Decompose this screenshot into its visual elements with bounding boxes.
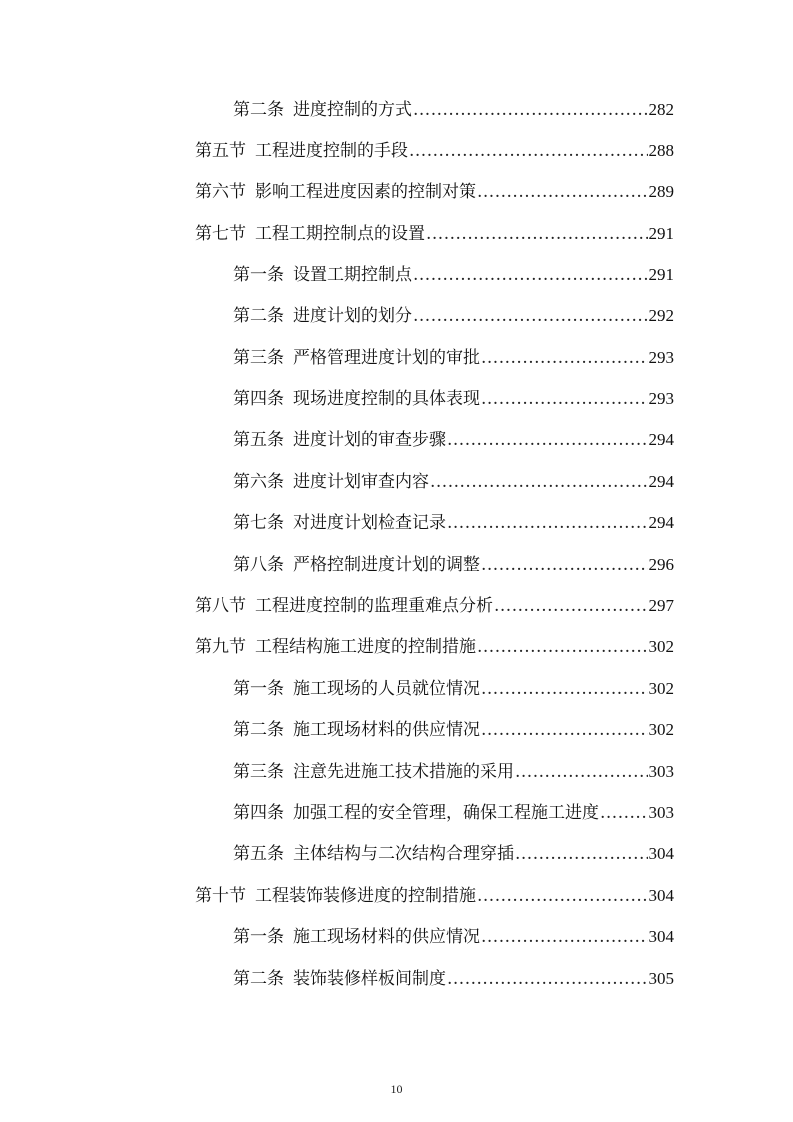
toc-dot-leader — [481, 710, 648, 750]
toc-entry-page: 302 — [648, 637, 674, 656]
toc-entry-title: 注意先进施工技术措施的采用 — [293, 762, 514, 782]
toc-entry[interactable] — [233, 793, 674, 833]
toc-dot-leader — [477, 876, 648, 916]
toc-entry-prefix: 第一条 — [233, 679, 284, 699]
toc-entry-prefix: 第二条 — [233, 100, 284, 120]
page-number: 10 — [390, 1082, 403, 1096]
toc-entry-page: 303 — [648, 762, 674, 781]
toc-dot-leader — [481, 545, 648, 585]
toc-entry[interactable] — [233, 379, 674, 419]
toc-entry-title: 工程装饰装修进度的控制措施 — [255, 886, 476, 906]
toc-entry-title: 对进度计划检查记录 — [293, 513, 446, 533]
toc-entry-prefix: 第三条 — [233, 348, 284, 368]
toc-entry-page: 303 — [648, 803, 674, 822]
toc-entry-title: 施工现场材料的供应情况 — [293, 927, 480, 947]
toc-entry-page: 291 — [648, 265, 674, 284]
toc-entry-title: 严格管理进度计划的审批 — [293, 348, 480, 368]
toc-entry-prefix: 第八条 — [233, 555, 284, 575]
toc-entry-title: 加强工程的安全管理，确保工程施工进度 — [293, 803, 599, 823]
toc-entry[interactable] — [195, 172, 674, 212]
toc-entry-prefix: 第五节 — [195, 141, 246, 161]
toc-entry[interactable] — [195, 876, 674, 916]
toc-entry-prefix: 第二条 — [233, 720, 284, 740]
toc-entry[interactable] — [195, 627, 674, 667]
toc-entry-title: 工程进度控制的监理重难点分析 — [255, 596, 493, 616]
toc-dot-leader — [447, 420, 648, 460]
toc-entry-page: 305 — [648, 969, 674, 988]
toc-dot-leader — [481, 669, 648, 709]
toc-entry-prefix: 第七节 — [195, 224, 246, 244]
toc-entry-page: 294 — [648, 472, 674, 491]
toc-entry-page: 302 — [648, 679, 674, 698]
toc-entry-prefix: 第八节 — [195, 596, 246, 616]
toc-entry-title: 影响工程进度因素的控制对策 — [255, 182, 476, 202]
toc-dot-leader — [426, 214, 648, 254]
toc-entry-page: 292 — [648, 306, 674, 325]
toc-dot-leader — [515, 834, 648, 874]
toc-entry[interactable] — [233, 545, 674, 585]
toc-entry-prefix: 第十节 — [195, 886, 246, 906]
toc-entry-prefix: 第六条 — [233, 472, 284, 492]
toc-entry-prefix: 第七条 — [233, 513, 284, 533]
toc-entry-page: 302 — [648, 720, 674, 739]
toc-entry[interactable] — [233, 669, 674, 709]
toc-dot-leader — [413, 90, 648, 130]
toc-entry-title: 设置工期控制点 — [293, 265, 412, 285]
toc-entry-prefix: 第四条 — [233, 389, 284, 409]
toc-entry[interactable] — [233, 420, 674, 460]
toc-entry[interactable] — [233, 503, 674, 543]
toc-entry[interactable] — [233, 917, 674, 957]
toc-entry-page: 289 — [648, 182, 674, 201]
toc-entry-title: 进度计划的审查步骤 — [293, 430, 446, 450]
toc-entry-prefix: 第五条 — [233, 844, 284, 864]
toc-entry-title: 工程工期控制点的设置 — [255, 224, 425, 244]
toc-entry[interactable] — [195, 586, 674, 626]
toc-entry-title: 进度控制的方式 — [293, 100, 412, 120]
toc-entry-prefix: 第三条 — [233, 762, 284, 782]
toc-entry[interactable] — [233, 90, 674, 130]
toc-entry-prefix: 第二条 — [233, 969, 284, 989]
toc-entry-page: 282 — [648, 100, 674, 119]
toc-entry-page: 304 — [648, 886, 674, 905]
toc-entry-page: 297 — [648, 596, 674, 615]
toc-entry-prefix: 第五条 — [233, 430, 284, 450]
toc-entry[interactable] — [233, 462, 674, 502]
toc-entry-page: 304 — [648, 844, 674, 863]
toc-dot-leader — [413, 296, 648, 336]
toc-entry[interactable] — [233, 834, 674, 874]
toc-entry[interactable] — [195, 131, 674, 171]
toc-entry-page: 294 — [648, 513, 674, 532]
toc-entry[interactable] — [195, 214, 674, 254]
toc-entry-page: 296 — [648, 555, 674, 574]
toc-entry-prefix: 第二条 — [233, 306, 284, 326]
toc-entry-prefix: 第一条 — [233, 265, 284, 285]
toc-entry-title: 施工现场材料的供应情况 — [293, 720, 480, 740]
toc-entry-page: 293 — [648, 348, 674, 367]
toc-entry[interactable] — [233, 752, 674, 792]
toc-entry-page: 291 — [648, 224, 674, 243]
toc-dot-leader — [477, 172, 648, 212]
toc-dot-leader — [447, 503, 648, 543]
toc-entry-prefix: 第九节 — [195, 637, 246, 657]
toc-entry-title: 现场进度控制的具体表现 — [293, 389, 480, 409]
toc-entry[interactable] — [233, 255, 674, 295]
toc-dot-leader — [494, 586, 648, 626]
toc-entry-prefix: 第一条 — [233, 927, 284, 947]
toc-entry-page: 294 — [648, 430, 674, 449]
toc-dot-leader — [413, 255, 648, 295]
toc-entry-page: 288 — [648, 141, 674, 160]
toc-entry-title: 进度计划审查内容 — [293, 472, 429, 492]
toc-entry-title: 进度计划的划分 — [293, 306, 412, 326]
toc-entry[interactable] — [233, 296, 674, 336]
toc-entry-title: 装饰装修样板间制度 — [293, 969, 446, 989]
toc-dot-leader — [481, 917, 648, 957]
toc-entry[interactable] — [233, 338, 674, 378]
toc-dot-leader — [515, 752, 648, 792]
toc-entry[interactable] — [233, 959, 674, 999]
toc-entry-title: 主体结构与二次结构合理穿插 — [293, 844, 514, 864]
toc-entry-prefix: 第四条 — [233, 803, 284, 823]
toc-entry-page: 293 — [648, 389, 674, 408]
toc-entry-title: 严格控制进度计划的调整 — [293, 555, 480, 575]
toc-entry-prefix: 第六节 — [195, 182, 246, 202]
toc-dot-leader — [481, 379, 648, 419]
toc-dot-leader — [477, 627, 648, 667]
toc-dot-leader — [409, 131, 648, 171]
toc-entry-page: 304 — [648, 927, 674, 946]
toc-entry-title: 工程结构施工进度的控制措施 — [255, 637, 476, 657]
toc-dot-leader — [430, 462, 648, 502]
toc-entry[interactable] — [233, 710, 674, 750]
toc-dot-leader — [600, 793, 648, 833]
toc-dot-leader — [447, 959, 648, 999]
toc-entry-title: 施工现场的人员就位情况 — [293, 679, 480, 699]
toc-dot-leader — [481, 338, 648, 378]
toc-entry-title: 工程进度控制的手段 — [255, 141, 408, 161]
